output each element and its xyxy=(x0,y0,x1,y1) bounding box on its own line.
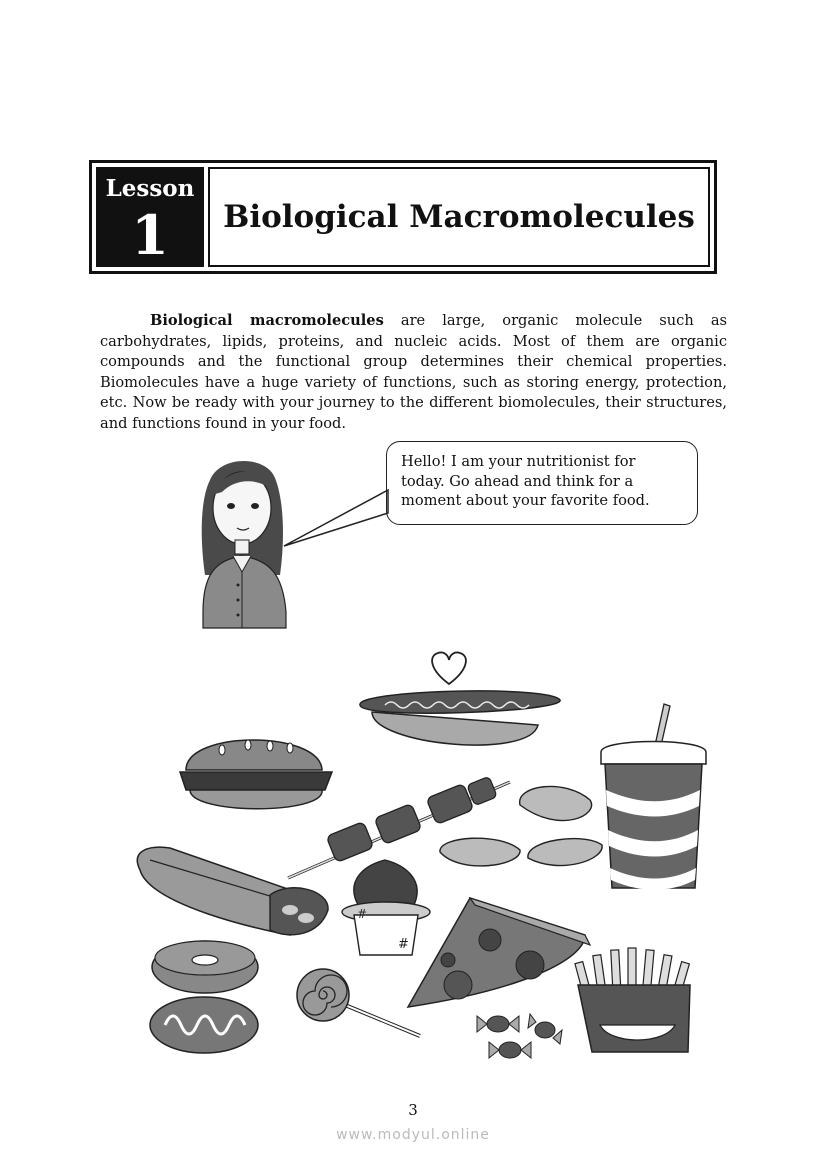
intro-term: Biological macromolecules xyxy=(150,312,384,329)
glazed-donut xyxy=(150,997,258,1053)
burrito xyxy=(137,847,328,935)
svg-text:#: # xyxy=(357,907,368,921)
intro-text: are large, organic molecule such as carbohydrates, lipids, proteins, and nucleic acids. Most of them are organic compounds and the functional group determines their chemical properties. Biomolecules have a huge variety of functions, such as storing energy, protection, etc. Now be ready with your journey to the different biomolecules, their structures, and functions found in your food. xyxy=(100,312,728,432)
donut xyxy=(152,941,258,993)
hotdog xyxy=(360,691,560,745)
lesson-number: 1 xyxy=(131,203,169,267)
speech-bubble: Hello! I am your nutritionist for today. Go ahead and think for a moment about your favorite food. xyxy=(386,441,698,525)
french-fries xyxy=(575,948,690,1052)
lesson-label: Lesson xyxy=(105,175,195,202)
svg-text:#: # xyxy=(398,937,409,952)
nutritionist-woman xyxy=(202,461,286,628)
heart-icon xyxy=(432,652,466,684)
ice-cream-cup xyxy=(342,860,430,955)
page-number: 3 xyxy=(408,1101,418,1119)
page-title: Biological Macromolecules xyxy=(223,199,695,235)
soda-cup xyxy=(601,704,706,890)
pizza-slice xyxy=(408,898,590,1007)
lollipop xyxy=(297,969,420,1036)
candies xyxy=(477,1014,562,1058)
watermark: www.modyul.online xyxy=(336,1127,490,1143)
burger xyxy=(180,740,332,809)
